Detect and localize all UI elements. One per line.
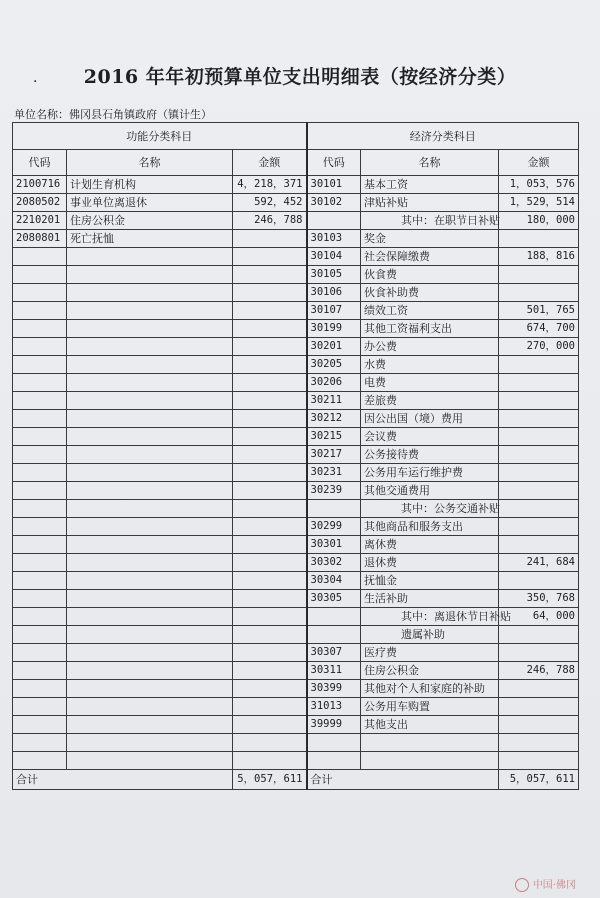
right-name-cell: 公务用车运行维护费 [361,464,499,482]
left-code-cell: 2080502 [13,194,67,212]
left-name-cell [67,518,233,536]
left-name-cell [67,536,233,554]
expenditure-table [12,122,579,790]
left-amount-cell [233,554,307,572]
right-name-cell: 奖金 [361,230,499,248]
left-amount-cell [233,338,307,356]
left-code-cell [13,680,67,698]
left-name-cell [67,374,233,392]
left-name-cell [67,752,233,770]
right-amount-cell: 64，000 [499,608,579,626]
right-amount-cell [499,266,579,284]
right-name-cell: 差旅费 [361,392,499,410]
watermark [515,876,576,892]
left-code-header: 代码 [13,150,67,176]
total-row [13,770,579,790]
left-name-cell: 住房公积金 [67,212,233,230]
left-name-cell [67,446,233,464]
table-row [13,320,579,338]
right-code-cell: 30311 [307,662,361,680]
right-name-cell: 退休费 [361,554,499,572]
right-code-cell: 30301 [307,536,361,554]
left-code-cell [13,482,67,500]
right-code-cell [307,626,361,644]
right-amount-cell [499,464,579,482]
right-name-cell: 医疗费 [361,644,499,662]
right-amount-cell [499,644,579,662]
right-name-cell: 其中：离退休节日补贴 [361,608,499,626]
right-amount-cell [499,446,579,464]
left-amount-cell [233,716,307,734]
left-name-cell [67,608,233,626]
right-amount-cell: 180，000 [499,212,579,230]
left-amount-cell [233,536,307,554]
left-name-cell [67,698,233,716]
left-code-cell [13,500,67,518]
left-code-cell [13,284,67,302]
left-amount-cell [233,284,307,302]
right-name-cell: 社会保障缴费 [361,248,499,266]
right-total-label: 合计 [307,770,499,790]
right-code-cell: 30215 [307,428,361,446]
right-name-cell: 遗属补助 [361,626,499,644]
right-amount-cell [499,428,579,446]
left-amount-cell [233,428,307,446]
left-name-cell [67,734,233,752]
left-amount-cell [233,500,307,518]
left-name-cell [67,572,233,590]
left-amount-header: 金额 [233,150,307,176]
economic-header: 经济分类科目 [307,123,579,150]
right-amount-cell [499,680,579,698]
seal-icon [515,878,529,892]
right-code-cell [307,734,361,752]
right-code-cell: 30305 [307,590,361,608]
table-row [13,752,579,770]
table-row [13,464,579,482]
right-name-cell: 其他工资福利支出 [361,320,499,338]
right-amount-cell [499,518,579,536]
right-name-cell: 生活补助 [361,590,499,608]
left-amount-cell [233,752,307,770]
table-row [13,410,579,428]
right-amount-cell: 674，700 [499,320,579,338]
table-row [13,374,579,392]
table-row [13,338,579,356]
left-code-cell: 2100716 [13,176,67,194]
right-amount-cell [499,572,579,590]
right-code-cell: 30106 [307,284,361,302]
right-name-cell: 其他交通费用 [361,482,499,500]
table-row [13,536,579,554]
left-code-cell [13,266,67,284]
left-amount-cell [233,446,307,464]
left-code-cell [13,446,67,464]
right-code-cell: 30103 [307,230,361,248]
right-code-cell [307,608,361,626]
right-code-cell: 30399 [307,680,361,698]
right-amount-cell [499,536,579,554]
right-amount-cell [499,356,579,374]
right-amount-cell [499,698,579,716]
right-code-cell: 30239 [307,482,361,500]
right-amount-cell [499,284,579,302]
left-code-cell [13,518,67,536]
right-name-cell: 住房公积金 [361,662,499,680]
left-amount-cell [233,608,307,626]
left-amount-cell [233,644,307,662]
right-name-cell: 津贴补贴 [361,194,499,212]
right-amount-cell [499,500,579,518]
right-name-cell: 其他支出 [361,716,499,734]
left-amount-cell [233,698,307,716]
left-code-cell [13,716,67,734]
right-name-cell: 基本工资 [361,176,499,194]
left-amount-cell [233,482,307,500]
right-name-cell: 水费 [361,356,499,374]
left-name-cell [67,626,233,644]
left-name-cell: 计划生育机构 [67,176,233,194]
right-code-cell [307,212,361,230]
table-row [13,716,579,734]
left-amount-cell [233,464,307,482]
table-row [13,284,579,302]
table-row [13,734,579,752]
right-code-cell: 30199 [307,320,361,338]
right-amount-cell [499,626,579,644]
right-amount-cell: 501，765 [499,302,579,320]
functional-header: 功能分类科目 [13,123,307,150]
right-code-cell: 30107 [307,302,361,320]
left-name-cell: 死亡抚恤 [67,230,233,248]
right-amount-cell [499,752,579,770]
table-row [13,698,579,716]
right-amount-header: 金额 [499,150,579,176]
left-name-cell [67,320,233,338]
right-name-cell [361,734,499,752]
left-amount-cell [233,266,307,284]
left-code-cell: 2210201 [13,212,67,230]
table-row [13,518,579,536]
table-row [13,302,579,320]
right-amount-cell: 188，816 [499,248,579,266]
right-name-cell: 因公出国（境）费用 [361,410,499,428]
right-name-cell: 其中：公务交通补贴 [361,500,499,518]
left-code-cell [13,302,67,320]
left-amount-cell [233,590,307,608]
left-code-cell [13,320,67,338]
table-row [13,644,579,662]
right-name-cell: 离休费 [361,536,499,554]
right-code-cell: 30105 [307,266,361,284]
right-code-cell: 30102 [307,194,361,212]
left-name-cell: 事业单位离退休 [67,194,233,212]
left-amount-cell [233,626,307,644]
left-amount-cell: 592，452 [233,194,307,212]
right-code-cell: 30307 [307,644,361,662]
right-code-header: 代码 [307,150,361,176]
right-amount-cell [499,734,579,752]
unit-name: 单位名称：佛冈县石角镇政府（镇计生） [14,108,212,121]
left-code-cell [13,428,67,446]
left-amount-cell [233,734,307,752]
left-amount-cell [233,230,307,248]
right-name-cell: 绩效工资 [361,302,499,320]
left-total-amount: 5，057，611 [233,770,307,790]
left-code-cell [13,626,67,644]
right-amount-cell [499,410,579,428]
table-row [13,608,579,626]
table-row [13,176,579,194]
right-code-cell: 30104 [307,248,361,266]
left-amount-cell [233,680,307,698]
right-total-amount: 5，057，611 [499,770,579,790]
left-name-cell [67,356,233,374]
left-amount-cell [233,356,307,374]
table-row [13,626,579,644]
right-name-header: 名称 [361,150,499,176]
right-amount-cell: 1，529，514 [499,194,579,212]
left-name-cell [67,248,233,266]
left-amount-cell [233,572,307,590]
left-name-cell [67,464,233,482]
right-name-cell: 公务接待费 [361,446,499,464]
left-code-cell [13,734,67,752]
right-name-cell: 抚恤金 [361,572,499,590]
left-name-cell [67,716,233,734]
left-code-cell [13,392,67,410]
right-name-cell: 伙食补助费 [361,284,499,302]
left-name-cell [67,680,233,698]
left-amount-cell [233,302,307,320]
left-amount-cell [233,320,307,338]
left-code-cell [13,536,67,554]
left-name-cell [67,284,233,302]
left-amount-cell [233,518,307,536]
right-code-cell: 39999 [307,716,361,734]
right-name-cell: 公务用车购置 [361,698,499,716]
left-amount-cell: 4，218，371 [233,176,307,194]
left-code-cell [13,410,67,428]
left-amount-cell [233,410,307,428]
right-name-cell: 其他商品和服务支出 [361,518,499,536]
table-row [13,590,579,608]
table-row [13,662,579,680]
left-code-cell [13,590,67,608]
table-row [13,194,579,212]
left-code-cell [13,554,67,572]
right-code-cell: 30212 [307,410,361,428]
left-code-cell [13,662,67,680]
left-code-cell [13,644,67,662]
right-code-cell [307,500,361,518]
table-row [13,248,579,266]
table-row [13,266,579,284]
right-name-cell: 其中：在职节日补贴 [361,212,499,230]
left-name-cell [67,662,233,680]
right-name-cell: 伙食费 [361,266,499,284]
table-row [13,572,579,590]
left-amount-cell [233,662,307,680]
right-name-cell: 电费 [361,374,499,392]
left-name-cell [67,500,233,518]
right-code-cell: 30211 [307,392,361,410]
right-code-cell: 30217 [307,446,361,464]
watermark-text: 中国·佛冈 [532,880,576,891]
right-code-cell [307,752,361,770]
left-name-cell [67,554,233,572]
left-code-cell [13,338,67,356]
left-name-cell [67,482,233,500]
right-code-cell: 30205 [307,356,361,374]
table-row [13,428,579,446]
right-name-cell [361,752,499,770]
right-code-cell: 31013 [307,698,361,716]
right-code-cell: 30101 [307,176,361,194]
right-amount-cell: 241，684 [499,554,579,572]
left-total-label: 合计 [13,770,233,790]
right-amount-cell [499,392,579,410]
right-amount-cell: 350，768 [499,590,579,608]
right-amount-cell [499,716,579,734]
table-row [13,212,579,230]
right-code-cell: 30302 [307,554,361,572]
page-title: 2016 年年初预算单位支出明细表（按经济分类） [83,66,517,88]
left-code-cell [13,356,67,374]
left-name-cell [67,392,233,410]
left-name-cell [67,410,233,428]
left-name-cell [67,428,233,446]
left-name-cell [67,338,233,356]
table-row [13,680,579,698]
right-amount-cell: 246，788 [499,662,579,680]
left-amount-cell [233,248,307,266]
right-code-cell: 30304 [307,572,361,590]
right-amount-cell: 1，053，576 [499,176,579,194]
left-name-header: 名称 [67,150,233,176]
right-name-cell: 会议费 [361,428,499,446]
table-row [13,500,579,518]
left-name-cell [67,590,233,608]
left-name-cell [67,644,233,662]
left-code-cell [13,752,67,770]
table-row [13,392,579,410]
left-code-cell: 2080801 [13,230,67,248]
right-amount-cell [499,230,579,248]
right-code-cell: 30201 [307,338,361,356]
left-amount-cell: 246，788 [233,212,307,230]
left-name-cell [67,302,233,320]
table-row [13,446,579,464]
left-code-cell [13,374,67,392]
left-name-cell [67,266,233,284]
right-amount-cell [499,482,579,500]
table-row [13,482,579,500]
left-code-cell [13,572,67,590]
right-amount-cell [499,374,579,392]
table-row [13,554,579,572]
left-code-cell [13,698,67,716]
right-name-cell: 其他对个人和家庭的补助 [361,680,499,698]
left-code-cell [13,464,67,482]
decorative-dot: · [33,74,38,90]
table-row [13,356,579,374]
left-code-cell [13,248,67,266]
table-row [13,230,579,248]
right-code-cell: 30206 [307,374,361,392]
right-code-cell: 30299 [307,518,361,536]
right-code-cell: 30231 [307,464,361,482]
left-amount-cell [233,392,307,410]
right-name-cell: 办公费 [361,338,499,356]
left-amount-cell [233,374,307,392]
left-code-cell [13,608,67,626]
right-amount-cell: 270，000 [499,338,579,356]
